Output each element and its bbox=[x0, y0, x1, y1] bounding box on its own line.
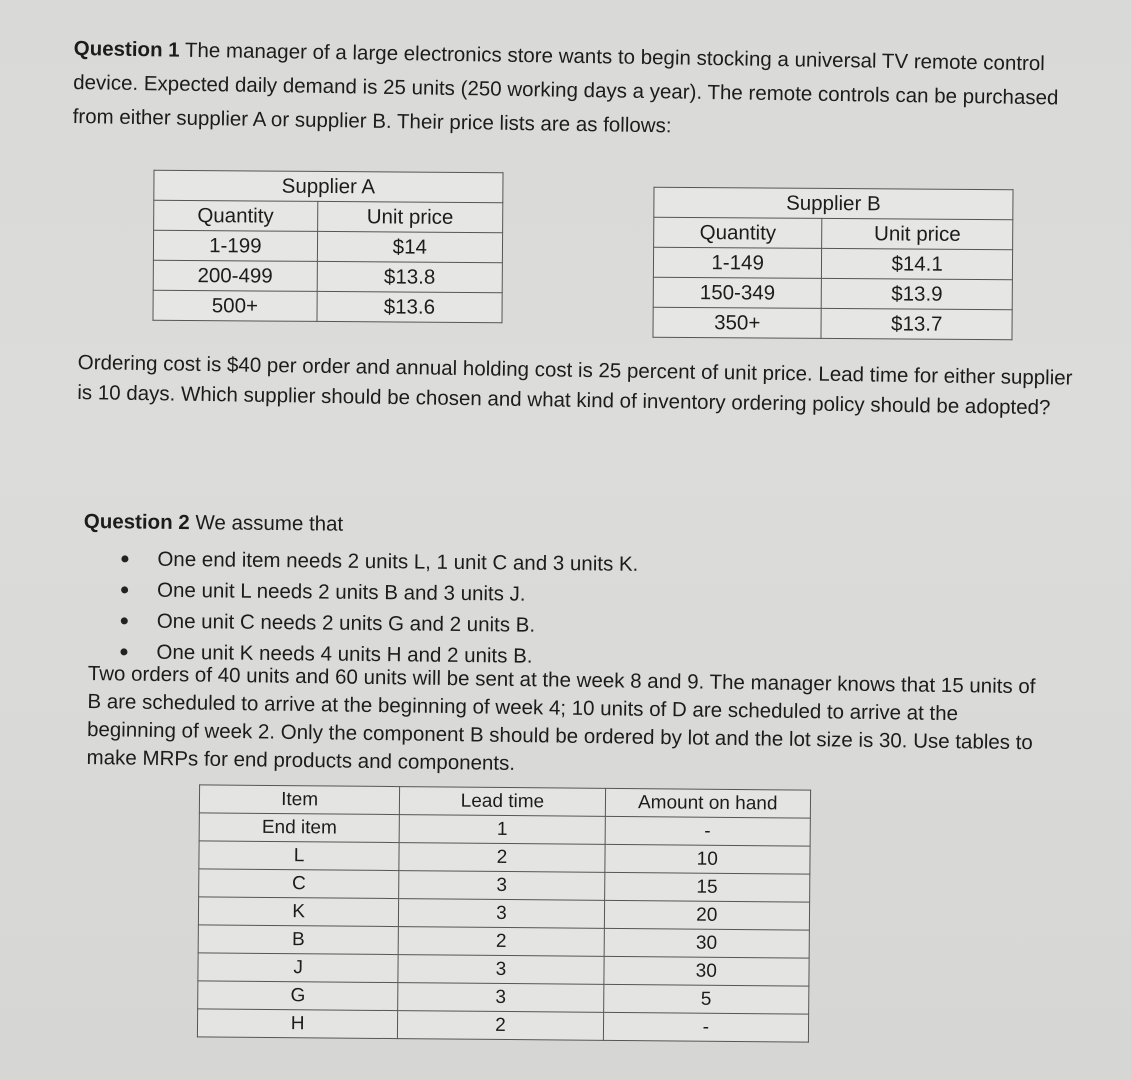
table-row bbox=[653, 307, 1012, 340]
question-2-outro: Two orders of 40 units and 60 units will be sent at the week 8 and 9. The manager knows that 15 units of B are scheduled to arrive at the beginning of week 4; 10 units of D are scheduled to arrive at the beginning of week 2. Only the component B should be ordered by lot and the lot size is 30. Use tables to make MRPs for end products and components. bbox=[86, 661, 1036, 775]
table-cell: $13.8 bbox=[317, 261, 503, 292]
question-1-intro: The manager of a large electronics store wants to begin stocking a universal TV remote control device. Expected daily demand is 25 units (250 working days a year). The remote controls can be purchased from either supplier A or supplier B. Their price lists are as follows: bbox=[72, 38, 1059, 138]
supplier-a-price-header: Unit price bbox=[317, 201, 503, 232]
table-cell: 1-149 bbox=[653, 247, 822, 278]
lead-time-header: Lead time bbox=[400, 787, 606, 817]
table-row bbox=[153, 260, 502, 292]
table-cell: 1 bbox=[399, 815, 605, 845]
table-cell: 20 bbox=[604, 900, 810, 930]
table-cell: 15 bbox=[604, 872, 810, 902]
question-2-label: Question 2 bbox=[83, 509, 190, 535]
supplier-b-title: Supplier B bbox=[654, 187, 1013, 220]
table-cell: 2 bbox=[398, 1011, 604, 1041]
table-row bbox=[153, 290, 502, 322]
table-cell: 2 bbox=[398, 927, 604, 957]
table-row bbox=[653, 277, 1012, 310]
supplier-b-table bbox=[652, 187, 1013, 341]
list-item: One unit L needs 2 units B and 3 units J. bbox=[119, 574, 1033, 615]
table-cell: $13.9 bbox=[822, 278, 1013, 309]
table-cell: 150-349 bbox=[653, 277, 822, 308]
table-cell: B bbox=[198, 925, 399, 955]
table-cell: $13.7 bbox=[821, 308, 1012, 339]
question-1-text bbox=[72, 32, 1073, 150]
table-cell: $14 bbox=[317, 231, 503, 262]
table-cell: $13.6 bbox=[317, 291, 503, 322]
list-item: One unit C needs 2 units G and 2 units B. bbox=[119, 605, 1033, 646]
supplier-a-table bbox=[152, 170, 503, 323]
table-cell: H bbox=[197, 1009, 398, 1039]
question-2-text bbox=[82, 505, 1034, 677]
table-cell: 30 bbox=[604, 928, 810, 958]
table-cell: 30 bbox=[603, 956, 809, 986]
supplier-b-qty-header: Quantity bbox=[654, 217, 823, 248]
table-cell: 3 bbox=[399, 871, 605, 901]
table-cell: 3 bbox=[399, 899, 605, 929]
item-header: Item bbox=[199, 785, 400, 815]
bom-list bbox=[118, 543, 1033, 677]
table-row bbox=[197, 1009, 808, 1042]
amount-header: Amount on hand bbox=[605, 788, 811, 818]
supplier-a-title: Supplier A bbox=[154, 170, 503, 202]
table-cell: 3 bbox=[398, 955, 604, 985]
table-cell: 200-499 bbox=[153, 260, 317, 291]
table-cell: - bbox=[603, 1012, 809, 1042]
table-cell: End item bbox=[199, 813, 400, 843]
table-cell: G bbox=[198, 981, 399, 1011]
table-cell: 5 bbox=[603, 984, 809, 1014]
list-item: One end item needs 2 units L, 1 unit C and 3 units K. bbox=[119, 543, 1033, 584]
table-cell: 500+ bbox=[153, 290, 317, 321]
table-cell: K bbox=[198, 897, 399, 927]
table-cell: 10 bbox=[604, 844, 810, 874]
table-cell: 1-199 bbox=[153, 230, 317, 261]
table-row bbox=[153, 230, 502, 262]
supplier-a-qty-header: Quantity bbox=[154, 200, 318, 231]
table-cell: 2 bbox=[399, 843, 605, 873]
table-row bbox=[653, 247, 1012, 280]
table-cell: 350+ bbox=[653, 307, 822, 338]
list-item: One unit K needs 4 units H and 2 units B. bbox=[118, 636, 1032, 677]
question-1-outro: Ordering cost is $40 per order and annual holding cost is 25 percent of unit price. Lead time for either supplier is 10 days. Which supplier should be chosen and what kind of inventory ordering policy should be adopted? bbox=[77, 350, 1073, 420]
table-cell: 3 bbox=[398, 983, 604, 1013]
mrp-data-table bbox=[197, 784, 811, 1042]
question-1-label: Question 1 bbox=[73, 36, 180, 62]
question-2-intro: We assume that bbox=[195, 511, 344, 536]
table-cell: L bbox=[199, 841, 400, 871]
table-cell: C bbox=[199, 869, 400, 899]
table-cell: $14.1 bbox=[822, 248, 1013, 279]
supplier-b-price-header: Unit price bbox=[822, 218, 1013, 249]
table-cell: J bbox=[198, 953, 399, 983]
table-cell: - bbox=[605, 816, 811, 846]
